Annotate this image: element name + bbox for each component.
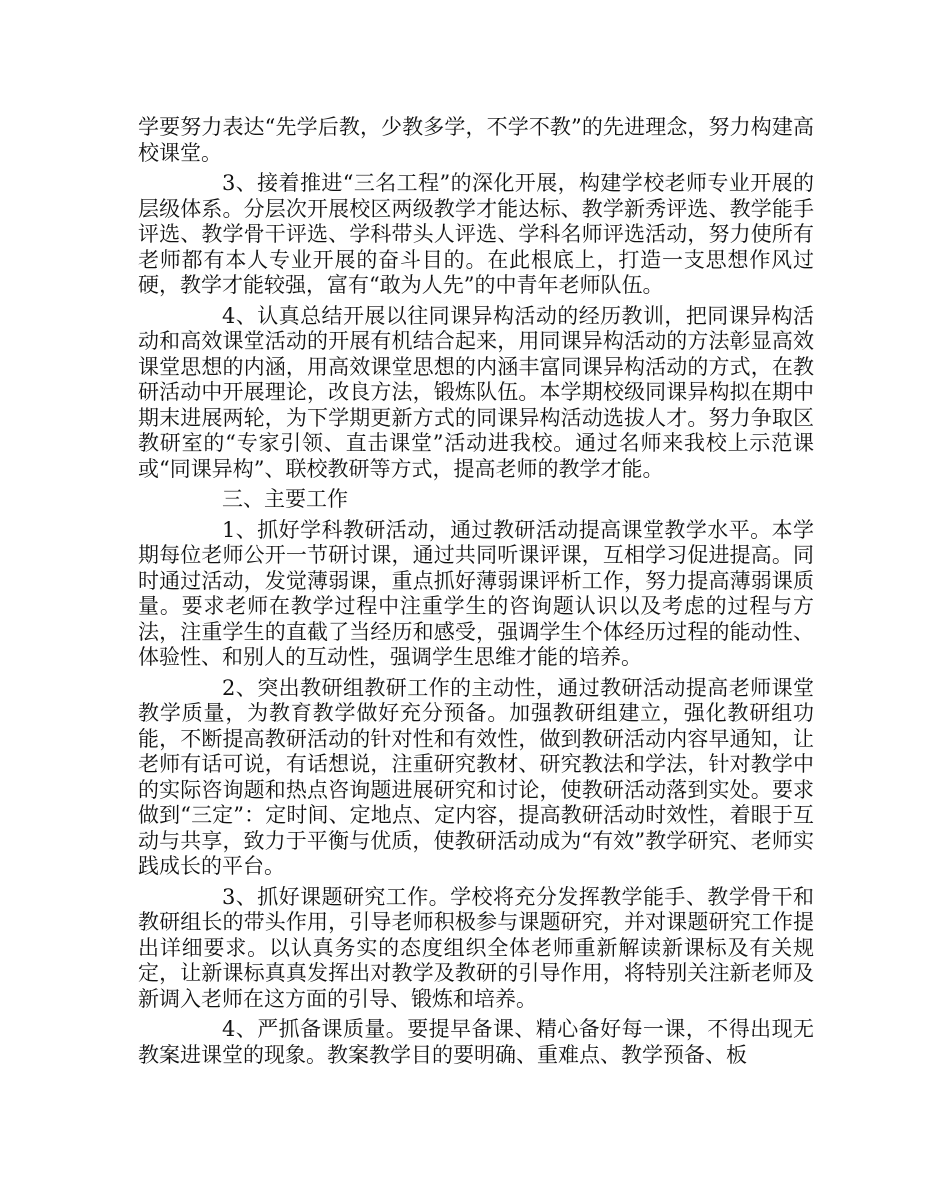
paragraph-topic-research: 3、抓好课题研究工作。学校将充分发挥教学能手、教学骨干和教研组长的带头作用，引导老师积极参与课题研究，并对课题研究工作提出详细要求。以认真务实的态度组织全体老师重新解读新课标及有关规定，让新课标真真发挥出对教学及教研的引导作用，将特别关注新老师及新调入老师在这方面的引导、锻炼和培养。 bbox=[138, 884, 814, 1011]
paragraph-lesson-prep: 4、严抓备课质量。要提早备课、精心备好每一课，不得出现无教案进课堂的现象。教案教学目的要明确、重难点、教学预备、板 bbox=[138, 1017, 814, 1067]
paragraph-continuation: 学要努力表达“先学后教，少教多学，不学不教”的先进理念，努力构建高校课堂。 bbox=[138, 115, 814, 165]
paragraph-three-name-project: 3、接着推进“三名工程”的深化开展，构建学校老师专业开展的层级体系。分层次开展校区两级教学才能达标、教学新秀评选、教学能手评选、教学骨干评选、学科带头人评选、学科名师评选活动，努力使所有老师都有本人专业开展的奋斗目的。在此根底上，打造一支思想作风过硬，教学才能较强，富有“敢为人先”的中青年老师队伍。 bbox=[138, 171, 814, 297]
paragraph-same-lesson-activity: 4、认真总结开展以往同课异构活动的经历教训，把同课异构活动和高效课堂活动的开展有机结合起来，用同课异构活动的方法彰显高效课堂思想的内涵，用高效课堂思想的内涵丰富同课异构活动的方式，在教研活动中开展理论，改良方法，锻炼队伍。本学期校级同课异构拟在期中期末进展两轮，为下学期更新方式的同课异构活动选拔人才。努力争取区教研室的“专家引领、直击课堂”活动进我校。通过名师来我校上示范课或“同课异构”、联校教研等方式，提高老师的教学才能。 bbox=[138, 303, 814, 481]
section-heading-main-work: 三、主要工作 bbox=[222, 487, 348, 511]
paragraph-research-group: 2、突出教研组教研工作的主动性，通过教研活动提高老师课堂教学质量，为教育教学做好充分预备。加强教研组建立，强化教研组功能，不断提高教研活动的针对性和有效性，做到教研活动内容早通知，让老师有话可说，有话想说，注重研究教材、研究教法和学法，针对教学中的实际咨询题和热点咨询题进展研究和讨论，使教研活动落到实处。要求做到“三定”：定时间、定地点、定内容，提高教研活动时效性，着眼于互动与共享，致力于平衡与优质，使教研活动成为“有效”教学研究、老师实践成长的平台。 bbox=[138, 675, 814, 878]
document-body bbox=[138, 115, 814, 1073]
paragraph-subject-research: 1、抓好学科教研活动，通过教研活动提高课堂教学水平。本学期每位老师公开一节研讨课，通过共同听课评课，互相学习促进提高。同时通过活动，发觉薄弱课，重点抓好薄弱课评析工作，努力提高薄弱课质量。要求老师在教学过程中注重学生的咨询题认识以及考虑的过程与方法，注重学生的直截了当经历和感受，强调学生个体经历过程的能动性、体验性、和别人的互动性，强调学生思维才能的培养。 bbox=[138, 517, 814, 669]
